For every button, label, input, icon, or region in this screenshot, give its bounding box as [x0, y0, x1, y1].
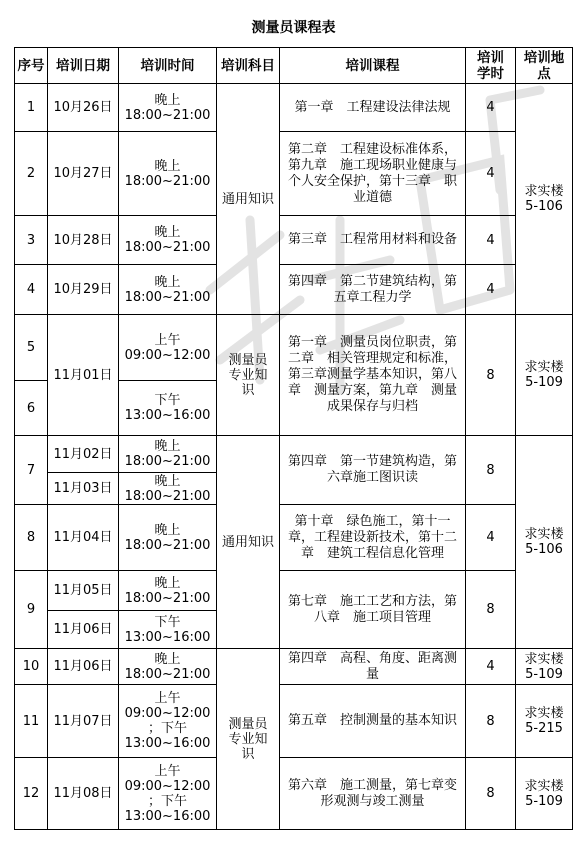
table-row — [15, 685, 573, 758]
date-cell: 11月02日 — [48, 436, 119, 473]
schedule-table — [14, 10, 573, 830]
location-cell: 求实楼 5-109 — [516, 758, 573, 830]
hours-cell: 8 — [466, 315, 516, 436]
date-cell: 11月08日 — [48, 758, 119, 830]
hours-cell: 4 — [466, 265, 516, 315]
date-cell: 10月27日 — [48, 132, 119, 216]
subject-cell: 通用知识 — [217, 84, 280, 315]
course-cell: 第二章 工程建设标准体系，第九章 施工现场职业健康与个人安全保护，第十三章 职业道德 — [280, 132, 466, 216]
location-cell: 求实楼 5-106 — [516, 436, 573, 649]
subject-cell: 测量员 专业知 识 — [217, 315, 280, 436]
date-cell: 10月28日 — [48, 216, 119, 265]
time-cell: 晚上 18:00~21:00 — [119, 505, 217, 571]
table-row — [15, 571, 573, 611]
course-cell: 第四章 高程、角度、距离测量 — [280, 649, 466, 685]
hours-cell: 4 — [466, 132, 516, 216]
row-number: 5 — [15, 315, 48, 381]
date-cell: 11月04日 — [48, 505, 119, 571]
table-row — [15, 436, 573, 473]
date-cell: 11月06日 — [48, 611, 119, 649]
date-cell: 11月01日 — [48, 315, 119, 436]
time-cell: 上午 09:00~12:00 ；下午 13:00~16:00 — [119, 685, 217, 758]
table-row — [15, 132, 573, 216]
course-cell: 第十章 绿色施工，第十一章，工程建设新技术，第十二章 建筑工程信息化管理 — [280, 505, 466, 571]
header-cell: 培训科目 — [217, 48, 280, 84]
time-cell: 下午 13:00~16:00 — [119, 381, 217, 436]
time-cell: 上午 09:00~12:00 — [119, 315, 217, 381]
date-cell: 11月06日 — [48, 649, 119, 685]
row-number: 6 — [15, 381, 48, 436]
date-cell: 11月03日 — [48, 473, 119, 505]
hours-cell: 8 — [466, 758, 516, 830]
course-cell: 第五章 控制测量的基本知识 — [280, 685, 466, 758]
location-cell: 求实楼 5-106 — [516, 84, 573, 315]
header-row — [15, 48, 573, 84]
row-number: 7 — [15, 436, 48, 505]
subject-cell: 测量员 专业知 识 — [217, 649, 280, 830]
date-cell: 10月26日 — [48, 84, 119, 132]
row-number: 2 — [15, 132, 48, 216]
hours-cell: 4 — [466, 649, 516, 685]
time-cell: 晚上 18:00~21:00 — [119, 265, 217, 315]
course-cell: 第四章 第二节建筑结构，第五章工程力学 — [280, 265, 466, 315]
header-cell: 序号 — [15, 48, 48, 84]
time-cell: 晚上 18:00~21:00 — [119, 571, 217, 611]
hours-cell: 4 — [466, 216, 516, 265]
table-row — [15, 216, 573, 265]
header-cell: 培训地 点 — [516, 48, 573, 84]
location-cell: 求实楼 5-109 — [516, 649, 573, 685]
hours-cell: 8 — [466, 571, 516, 649]
hours-cell: 8 — [466, 685, 516, 758]
course-cell: 第四章 第一节建筑构造，第六章施工图识读 — [280, 436, 466, 505]
subject-cell: 通用知识 — [217, 436, 280, 649]
location-cell: 求实楼 5-109 — [516, 315, 573, 436]
location-cell: 求实楼 5-215 — [516, 685, 573, 758]
header-cell: 培训 学时 — [466, 48, 516, 84]
table-row — [15, 505, 573, 571]
time-cell: 晚上 18:00~21:00 — [119, 436, 217, 473]
header-cell: 培训课程 — [280, 48, 466, 84]
row-number: 11 — [15, 685, 48, 758]
header-cell: 培训日期 — [48, 48, 119, 84]
time-cell: 晚上 18:00~21:00 — [119, 473, 217, 505]
course-cell: 第三章 工程常用材料和设备 — [280, 216, 466, 265]
header-cell: 培训时间 — [119, 48, 217, 84]
course-cell: 第七章 施工工艺和方法，第八章 施工项目管理 — [280, 571, 466, 649]
table-row — [15, 758, 573, 830]
course-cell: 第一章 测量员岗位职责，第二章 相关管理规定和标准，第三章测量学基本知识，第八章 测量方案，第九章 测量成果保存与归档 — [280, 315, 466, 436]
table-row — [15, 649, 573, 685]
table-row — [15, 315, 573, 381]
row-number: 3 — [15, 216, 48, 265]
date-cell: 11月05日 — [48, 571, 119, 611]
hours-cell: 4 — [466, 505, 516, 571]
row-number: 12 — [15, 758, 48, 830]
row-number: 1 — [15, 84, 48, 132]
course-cell: 第一章 工程建设法律法规 — [280, 84, 466, 132]
table-title: 测量员课程表 — [15, 10, 573, 48]
hours-cell: 8 — [466, 436, 516, 505]
row-number: 8 — [15, 505, 48, 571]
row-number: 4 — [15, 265, 48, 315]
time-cell: 晚上 18:00~21:00 — [119, 216, 217, 265]
row-number: 10 — [15, 649, 48, 685]
row-number: 9 — [15, 571, 48, 649]
table-row — [15, 265, 573, 315]
time-cell: 晚上 18:00~21:00 — [119, 132, 217, 216]
course-cell: 第六章 施工测量，第七章变形观测与竣工测量 — [280, 758, 466, 830]
table-row — [15, 84, 573, 132]
date-cell: 10月29日 — [48, 265, 119, 315]
date-cell: 11月07日 — [48, 685, 119, 758]
time-cell: 晚上 18:00~21:00 — [119, 84, 217, 132]
time-cell: 上午 09:00~12:00 ；下午 13:00~16:00 — [119, 758, 217, 830]
time-cell: 晚上 18:00~21:00 — [119, 649, 217, 685]
hours-cell: 4 — [466, 84, 516, 132]
time-cell: 下午 13:00~16:00 — [119, 611, 217, 649]
